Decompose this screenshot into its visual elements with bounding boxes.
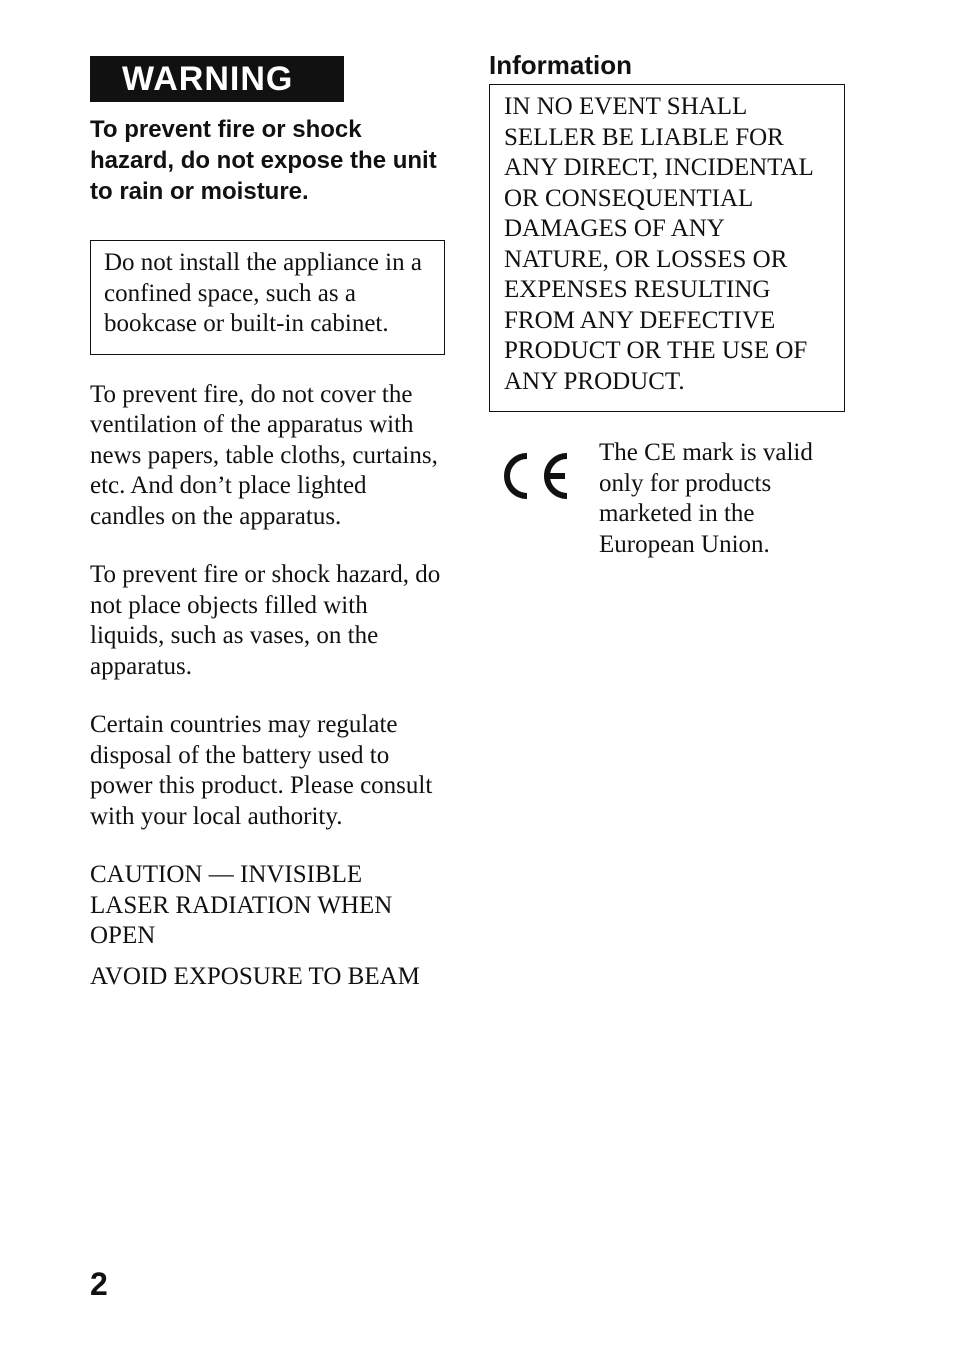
warning-banner: WARNING — [90, 56, 344, 102]
ce-mark-icon — [497, 450, 571, 502]
page-number: 2 — [90, 1266, 108, 1302]
laser-caution-paragraph: CAUTION — INVISIBLE LASER RADIATION WHEN OPEN — [90, 861, 393, 949]
warning-lead-text: To prevent fire or shock hazard, do not expose the unit to rain or moisture. — [90, 116, 437, 205]
install-notice-box: Do not install the appliance in a confined space, such as a bookcase or built-in cabinet. — [90, 240, 445, 355]
liquids-paragraph: To prevent fire or shock hazard, do not place objects filled with liquids, such as vases, on the apparatus. — [90, 561, 441, 680]
ce-mark-section — [489, 438, 845, 568]
ventilation-paragraph: To prevent fire, do not cover the ventilation of the apparatus with news papers, table cloths, curtains, etc. And don’t place lighted candles on the apparatus. — [90, 380, 438, 530]
information-column — [489, 50, 845, 568]
warning-column — [90, 56, 446, 992]
ce-mark-text: The CE mark is valid only for products marketed in the European Union. — [599, 439, 813, 558]
avoid-exposure-paragraph: AVOID EXPOSURE TO BEAM — [90, 962, 420, 990]
information-heading: Information — [489, 50, 632, 80]
liability-disclaimer-box: IN NO EVENT SHALL SELLER BE LIABLE FOR ANY DIRECT, INCIDENTAL OR CONSEQUENTIAL DAMAGES OF ANY NATURE, OR LOSSES OR EXPENSES RESULTING FROM ANY DEFECTIVE PRODUCT OR THE USE OF ANY PRODUCT. — [489, 84, 845, 412]
battery-disposal-paragraph: Certain countries may regulate disposal of the battery used to power this product. Please consult with your local authority. — [90, 711, 433, 830]
